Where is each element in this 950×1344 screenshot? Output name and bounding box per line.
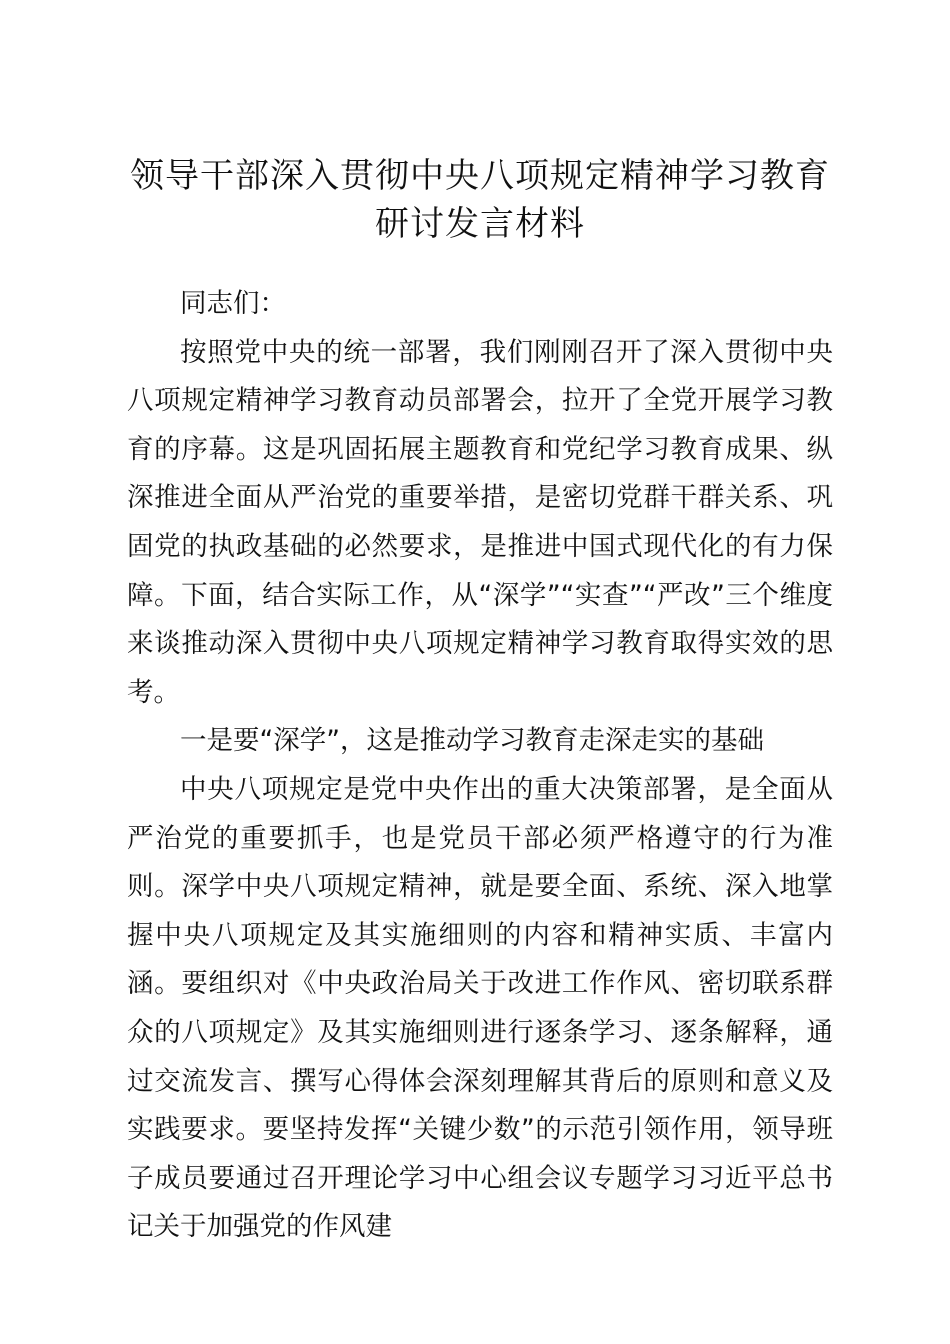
document-body	[127, 280, 833, 1252]
salutation: 同志们：	[180, 288, 286, 319]
paragraph-section-1: 中央八项规定是党中央作出的重大决策部署，是全面从严治党的重要抓手，也是党员干部必须严格遵守的行为准则。深学中央八项规定精神，就是要全面、系统、深入地掌握中央八项规定及其实施细则的内容和精神实质、丰富内涵。要组织对《中央政治局关于改进工作作风、密切联系群众的八项规定》及其实施细则进行逐条学习、逐条解释，通过交流发言、撰写心得体会深刻理解其背后的原则和意义及实践要求。要坚持发挥“关键少数”的示范引领作用，领导班子成员要通过召开理论学习中心组会议专题学习习近平总书记关于加强党的作风建	[127, 773, 833, 1243]
section-heading-1: 一是要“深学”，这是推动学习教育走深走实的基础	[180, 725, 764, 757]
document-title	[110, 152, 850, 248]
paragraph-intro: 按照党中央的统一部署，我们刚刚召开了深入贯彻中央八项规定精神学习教育动员部署会，拉开了全党开展学习教育的序幕。这是巩固拓展主题教育和党纪学习教育成果、纵深推进全面从严治党的重要举措，是密切党群干群关系、巩固党的执政基础的必然要求，是推进中国式现代化的有力保障。下面，结合实际工作，从“深学”“实查”“严改”三个维度来谈推动深入贯彻中央八项规定精神学习教育取得实效的思考。	[127, 336, 833, 708]
title-line-1: 领导干部深入贯彻中央八项规定精神学习教育	[130, 156, 830, 196]
title-line-2: 研讨发言材料	[375, 204, 585, 244]
